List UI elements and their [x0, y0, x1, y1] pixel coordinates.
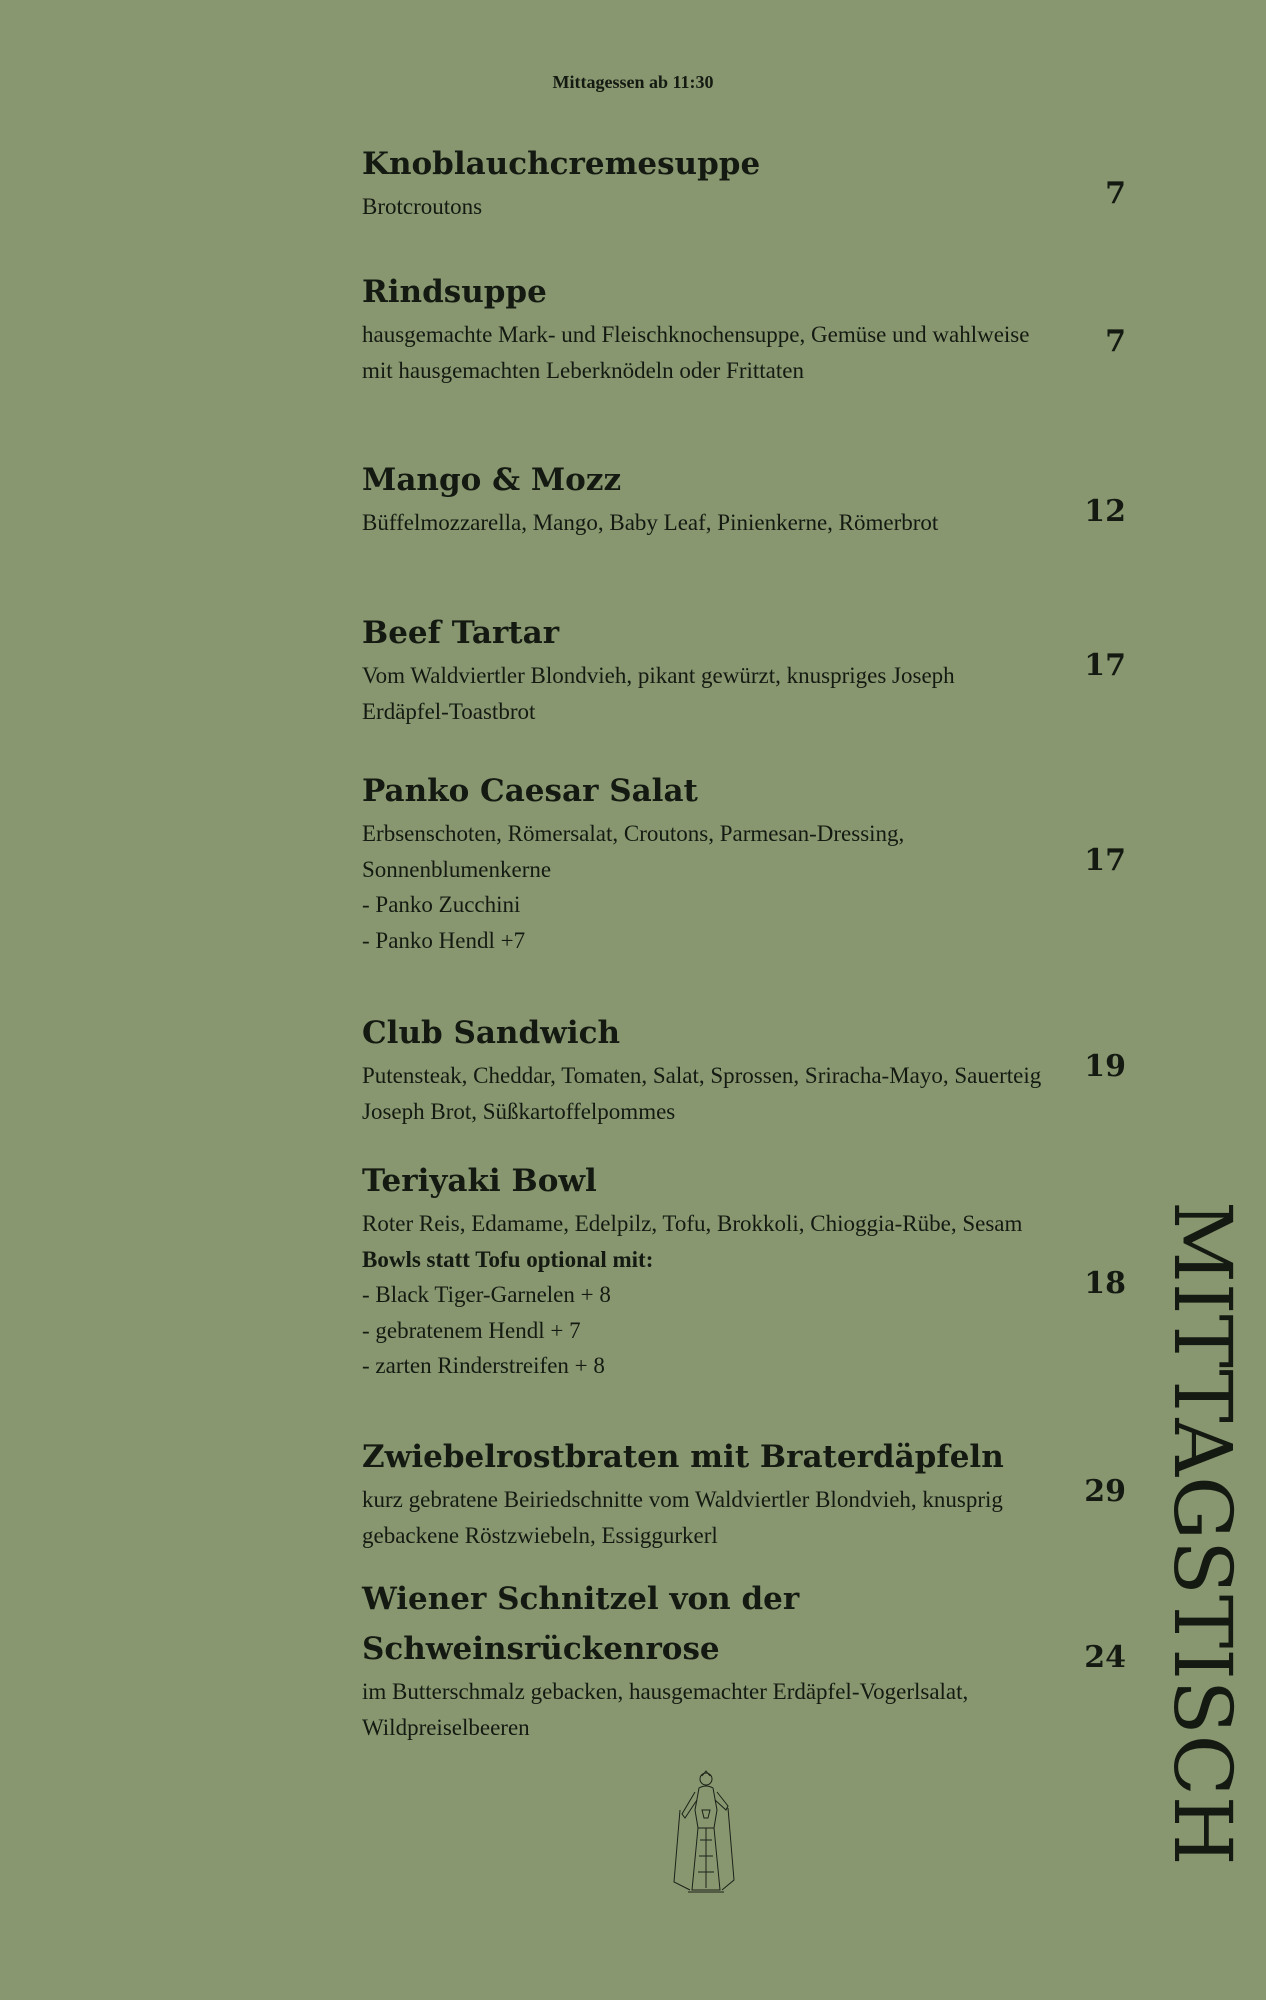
dish-description: kurz gebratene Beiriedschnitte vom Waldviertler Blondvieh, knusprig gebackene Röstzwiebeln, Essiggurkerl: [362, 1487, 1003, 1548]
dish-price: 17: [1084, 648, 1126, 683]
menu-item: [362, 1008, 1062, 1129]
dish-name: Zwiebelrostbraten mit Braterdäpfeln: [362, 1439, 1004, 1475]
vertical-title: MITTAGSTISCH: [1156, 1200, 1249, 1866]
dish-name: Panko Caesar Salat: [362, 773, 698, 809]
menu-item: [362, 1432, 1062, 1553]
menu-item: [362, 267, 1062, 388]
dish-description: im Butterschmalz gebacken, hausgemachter Erdäpfel-Vogerlsalat, Wildpreiselbeeren: [362, 1679, 969, 1740]
dish-option: - Black Tiger-Garnelen + 8: [362, 1282, 611, 1307]
dish-option: - Panko Zucchini: [362, 892, 521, 917]
dish-description: Putensteak, Cheddar, Tomaten, Salat, Sprossen, Sriracha-Mayo, Sauerteig Joseph Brot, Süßkartoffelpommes: [362, 1063, 1042, 1124]
dish-description: Vom Waldviertler Blondvieh, pikant gewürzt, knuspriges Joseph Erdäpfel-Toastbrot: [362, 663, 955, 724]
menu-item: [362, 455, 1062, 541]
menu-item: [362, 1574, 1062, 1745]
dish-price: 19: [1084, 1049, 1126, 1084]
menu-item: [362, 766, 1062, 958]
menu-subtitle: Mittagessen ab 11:30: [552, 72, 714, 92]
dish-name: Mango & Mozz: [362, 462, 622, 498]
dish-description: Roter Reis, Edamame, Edelpilz, Tofu, Brokkoli, Chioggia-Rübe, Sesam: [362, 1211, 1023, 1236]
dish-name: Beef Tartar: [362, 615, 560, 651]
dish-description: Erbsenschoten, Römersalat, Croutons, Parmesan-Dressing, Sonnenblumenkerne: [362, 821, 905, 882]
dish-price: 7: [1105, 324, 1126, 359]
menu-item: [362, 608, 1062, 729]
dish-option: - gebratenem Hendl + 7: [362, 1317, 581, 1343]
dish-name: Teriyaki Bowl: [362, 1163, 597, 1199]
dish-description: Brotcroutons: [362, 194, 483, 219]
knight-illustration: [668, 1770, 744, 1896]
dish-name: Rindsuppe: [362, 274, 547, 310]
dish-name: Club Sandwich: [362, 1015, 621, 1051]
menu-item: [362, 1156, 1062, 1384]
dish-name: Wiener Schnitzel von der Schweinsrückenrose: [362, 1581, 800, 1667]
dish-price: 7: [1105, 176, 1126, 211]
menu-item: [362, 139, 1062, 225]
dish-price: 17: [1084, 843, 1126, 878]
dish-price: 29: [1084, 1474, 1126, 1509]
dish-option: - Panko Hendl +7: [362, 927, 526, 953]
dish-name: Knoblauchcremesuppe: [362, 146, 761, 182]
dish-description: hausgemachte Mark- und Fleischknochensuppe, Gemüse und wahlweise mit hausgemachten Leberknödeln oder Frittaten: [362, 322, 1030, 383]
dish-description: Büffelmozzarella, Mango, Baby Leaf, Pinienkerne, Römerbrot: [362, 510, 939, 535]
options-heading: Bowls statt Tofu optional mit:: [362, 1246, 654, 1272]
dish-price: 24: [1084, 1640, 1126, 1675]
dish-price: 12: [1084, 494, 1126, 529]
dish-price: 18: [1084, 1266, 1126, 1301]
dish-option: - zarten Rinderstreifen + 8: [362, 1353, 605, 1378]
